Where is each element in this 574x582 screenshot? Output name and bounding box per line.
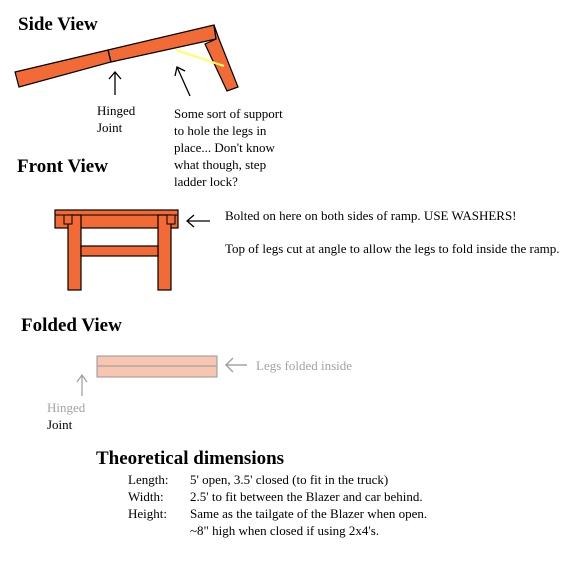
dimension-label: Width: [128, 489, 164, 504]
front-view-table [55, 210, 178, 290]
ramp-upper-board [108, 25, 216, 62]
legs-note: Top of legs cut at angle to allow the legs to fold inside the ramp. [225, 241, 560, 256]
left-leg [68, 215, 81, 290]
left-bracket [64, 215, 72, 224]
dimension-row [128, 522, 548, 539]
legs-folded-arrow [226, 358, 247, 372]
dimension-row [128, 471, 548, 488]
dimension-row [128, 488, 548, 505]
support-note [174, 105, 314, 190]
support-arrow [175, 67, 190, 96]
right-leg [158, 215, 171, 290]
support-note-line: place... Don't know [174, 140, 275, 155]
support-note-line: what though, step [174, 157, 267, 172]
dimensions-table [128, 471, 548, 539]
dimension-label: Length: [128, 472, 169, 487]
ramp-lower-board [15, 50, 111, 87]
bolt-note: Bolted on here on both sides of ramp. USE WASHERS! [225, 208, 517, 223]
dimension-row [128, 505, 548, 522]
hinged-label-line1: Hinged [97, 103, 136, 118]
support-note-line: Some sort of support [174, 106, 283, 121]
legs-folded-label: Legs folded inside [256, 358, 353, 373]
folded-hinge-arrow [77, 375, 87, 396]
folded-view-title: Folded View [21, 315, 122, 336]
folded-hinged-joint-label [47, 399, 85, 433]
bolt-arrow [187, 215, 210, 227]
dimension-value: 5' open, 3.5' closed (to fit in the truck) [190, 472, 389, 487]
support-note-line: ladder lock? [174, 174, 238, 189]
front-view-title: Front View [17, 156, 108, 177]
hinged-joint-arrow [109, 72, 121, 95]
hinged-joint-label [97, 102, 135, 136]
folded-hinged-label-line2: Joint [47, 417, 73, 432]
hinged-label-line2: Joint [97, 120, 123, 135]
dimension-value: 2.5' to fit between the Blazer and car behind. [190, 489, 423, 504]
cross-brace [81, 246, 158, 256]
dimensions-title: Theoretical dimensions [96, 448, 285, 469]
dimension-value: ~8" high when closed if using 2x4's. [190, 523, 380, 538]
folded-ramp [97, 356, 217, 377]
dimension-label: Height: [128, 506, 167, 521]
support-note-line: to hole the legs in [174, 123, 267, 138]
dimension-value: Same as the tailgate of the Blazer when open. [190, 506, 428, 521]
right-bracket [167, 215, 175, 224]
dimension-label [128, 522, 190, 539]
folded-hinged-label-line1: Hinged [47, 400, 86, 415]
side-view-title: Side View [18, 14, 98, 35]
